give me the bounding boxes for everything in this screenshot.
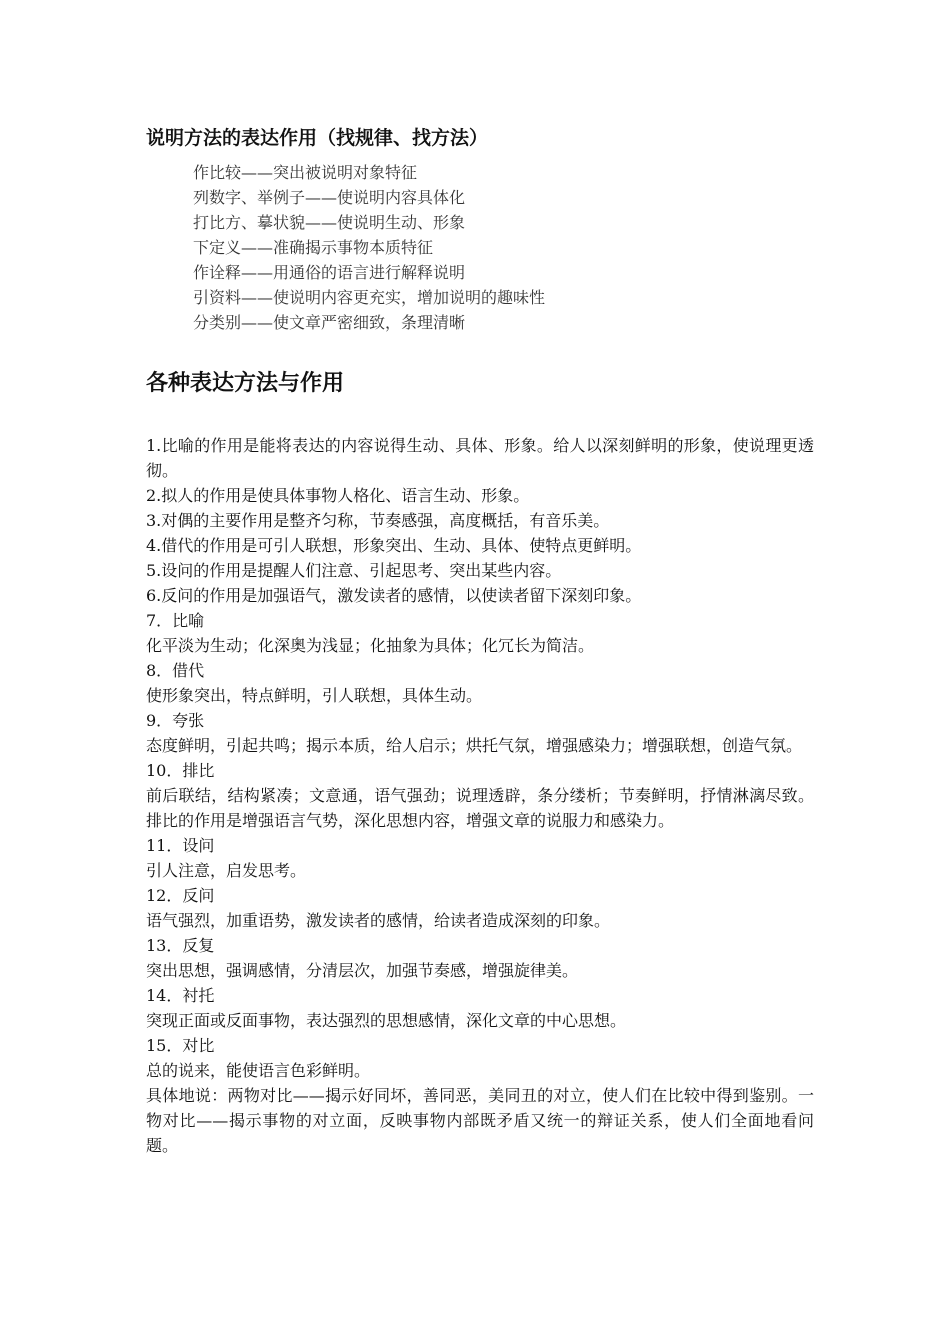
method-item: 下定义——准确揭示事物本质特征 (193, 238, 434, 257)
subheading: 10．排比 (146, 761, 215, 780)
method-list (193, 160, 545, 335)
subheading: 11．设问 (146, 836, 215, 855)
subheading: 7．比喻 (146, 611, 205, 630)
method-item: 打比方、摹状貌——使说明生动、形象 (193, 213, 466, 232)
paragraph: 具体地说：两物对比——揭示好同坏，善同恶，美同丑的对立，使人们在比较中得到鉴别。一物对比——揭示事物的对立面，反映事物内部既矛盾又统一的辩证关系，使人们全面地看问题。 (146, 1086, 814, 1155)
expression-methods-body (146, 433, 814, 1158)
section-title-explanation-methods: 说明方法的表达作用（找规律、找方法） (146, 127, 489, 149)
paragraph: 化平淡为生动；化深奥为浅显；化抽象为具体；化冗长为简洁。 (146, 636, 595, 655)
subheading: 13．反复 (146, 936, 215, 955)
method-item: 引资料——使说明内容更充实，增加说明的趣味性 (193, 288, 546, 307)
method-item: 作比较——突出被说明对象特征 (193, 163, 418, 182)
paragraph: 引人注意，启发思考。 (146, 861, 307, 880)
method-item: 分类别——使文章严密细致，条理清晰 (193, 313, 466, 332)
paragraph: 使形象突出，特点鲜明，引人联想，具体生动。 (146, 686, 483, 705)
paragraph: 3.对偶的主要作用是整齐匀称，节奏感强，高度概括，有音乐美。 (146, 511, 610, 530)
subheading: 9．夸张 (146, 711, 205, 730)
paragraph: 态度鲜明，引起共鸣；揭示本质，给人启示；烘托气氛，增强感染力；增强联想，创造气氛。 (146, 736, 803, 755)
paragraph: 突出思想，强调感情，分清层次，加强节奏感，增强旋律美。 (146, 961, 579, 980)
paragraph: 2.拟人的作用是使具体事物人格化、语言生动、形象。 (146, 486, 530, 505)
paragraph: 5.设问的作用是提醒人们注意、引起思考、突出某些内容。 (146, 561, 562, 580)
subheading: 8．借代 (146, 661, 205, 680)
paragraph: 突现正面或反面事物，表达强烈的思想感情，深化文章的中心思想。 (146, 1011, 627, 1030)
paragraph: 4.借代的作用是可引人联想，形象突出、生动、具体、使特点更鲜明。 (146, 536, 642, 555)
paragraph: 语气强烈，加重语势，激发读者的感情，给读者造成深刻的印象。 (146, 911, 611, 930)
method-item: 作诠释——用通俗的语言进行解释说明 (193, 263, 466, 282)
paragraph: 前后联结，结构紧凑；文意通，语气强劲；说理透辟，条分缕析；节奏鲜明，抒情淋漓尽致。排比的作用是增强语言气势，深化思想内容，增强文章的说服力和感染力。 (146, 786, 814, 830)
paragraph: 1.比喻的作用是能将表达的内容说得生动、具体、形象。给人以深刻鲜明的形象，使说理更透彻。 (146, 436, 814, 480)
method-item: 列数字、举例子——使说明内容具体化 (193, 188, 466, 207)
subheading: 12．反问 (146, 886, 215, 905)
section-title-expression-methods: 各种表达方法与作用 (146, 371, 345, 396)
subheading: 14．衬托 (146, 986, 215, 1005)
paragraph: 6.反问的作用是加强语气，激发读者的感情，以使读者留下深刻印象。 (146, 586, 642, 605)
subheading: 15．对比 (146, 1036, 215, 1055)
paragraph: 总的说来，能使语言色彩鲜明。 (146, 1061, 371, 1080)
